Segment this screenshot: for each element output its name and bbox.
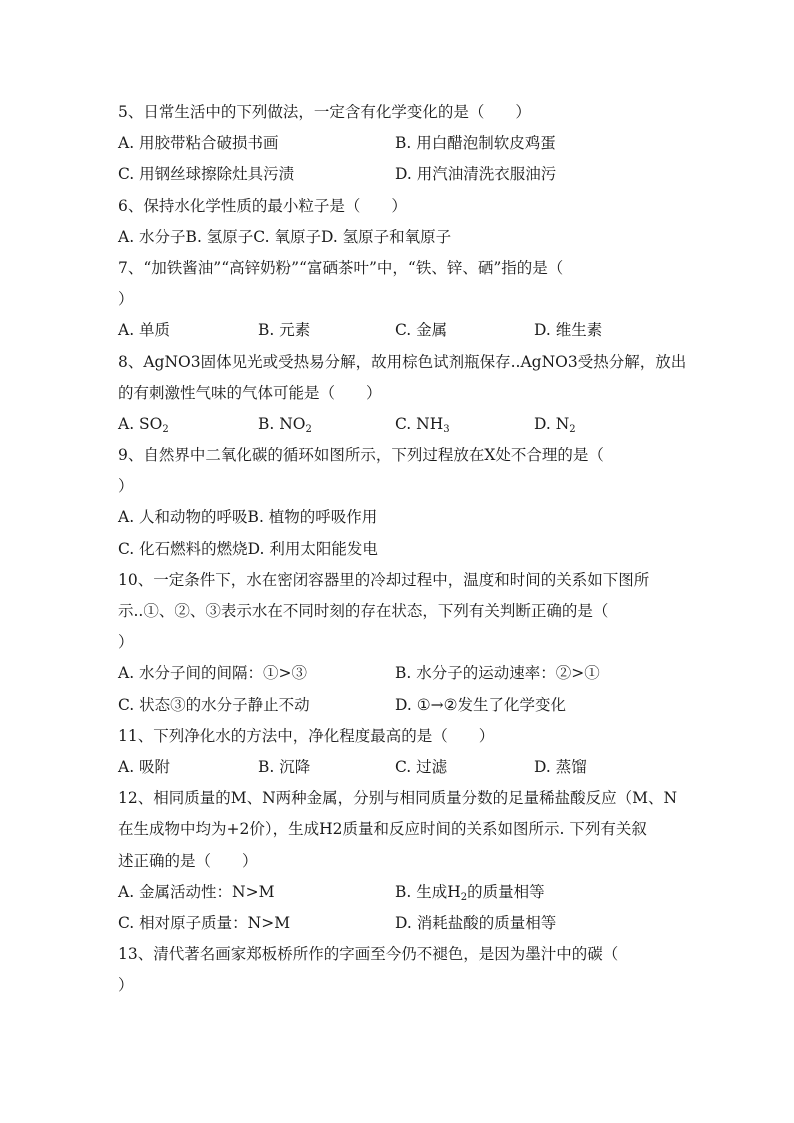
question-8-options bbox=[118, 409, 678, 440]
question-12-stem-line-1: 12、相同质量的M、N两种金属，分别与相同质量分数的足量稀盐酸反应（M、N bbox=[118, 789, 678, 808]
question-7-stem-line-2: ） bbox=[118, 290, 134, 309]
option-c: C. 金属 bbox=[395, 321, 448, 340]
option-b: B. 用白醋泡制软皮鸡蛋 bbox=[395, 134, 556, 153]
option-c: C. $NH_3$ bbox=[395, 414, 450, 435]
question-10-stem-line-2: 示..①、②、③表示水在不同时刻的存在状态，下列有关判断正确的是（ bbox=[118, 602, 609, 620]
option-b: B. $NO_2$ bbox=[258, 414, 312, 435]
question-12-options-row-2 bbox=[118, 908, 678, 939]
question-11-options bbox=[118, 752, 678, 783]
question-10-stem-line-1: 10、一定条件下，水在密闭容器里的冷却过程中，温度和时间的关系如下图所 bbox=[118, 570, 650, 589]
option-c: C. 相对原子质量：N>M bbox=[118, 913, 291, 932]
question-9-options-line-2: C. 化石燃料的燃烧D. 利用太阳能发电 bbox=[118, 539, 378, 558]
option-a: A. 金属活动性：N>M bbox=[118, 882, 275, 901]
option-d: D. $N_2$ bbox=[534, 414, 576, 435]
option-c: C. 状态③的水分子静止不动 bbox=[118, 695, 310, 714]
question-list bbox=[118, 97, 687, 1001]
option-a: A. 水分子间的间隔：①>③ bbox=[118, 664, 308, 683]
option-d: D. 蒸馏 bbox=[534, 757, 587, 776]
question-6-stem: 6、保持水化学性质的最小粒子是（ ） bbox=[118, 196, 407, 215]
question-7-stem-line-1: 7、“加铁酱油”“高锌奶粉”“富硒茶叶”中，“铁、锌、硒”指的是（ bbox=[118, 258, 564, 277]
question-12-stem-line-3: 述正确的是（ ） bbox=[118, 851, 258, 870]
question-5-stem: 5、日常生活中的下列做法，一定含有化学变化的是（ ） bbox=[118, 103, 531, 121]
option-a: A. 单质 bbox=[118, 321, 171, 340]
question-5-options-row-2 bbox=[118, 159, 678, 190]
question-8-stem-line-1: 8、AgNO3固体见光或受热易分解，故用棕色试剂瓶保存..AgNO3受热分解，放出 bbox=[118, 352, 687, 371]
question-10-options-row-1 bbox=[118, 658, 678, 689]
option-b: B. 水分子的运动速率：②>① bbox=[395, 664, 600, 683]
option-c: C. 过滤 bbox=[395, 757, 448, 776]
option-d: D. 用汽油清洗衣服油污 bbox=[395, 165, 557, 184]
question-8-stem-line-2: 的有刺激性气味的气体可能是（ ） bbox=[118, 383, 382, 402]
question-13-stem-line-1: 13、清代著名画家郑板桥所作的字画至今仍不褪色，是因为墨汁中的碳（ bbox=[118, 945, 619, 964]
question-10-options-row-2 bbox=[118, 690, 678, 721]
question-11-stem: 11、下列净化水的方法中，净化程度最高的是（ ） bbox=[118, 726, 495, 745]
question-7-options bbox=[118, 315, 678, 346]
question-9-stem-line-2: ） bbox=[118, 477, 134, 496]
option-a: A. $SO_2$ bbox=[118, 414, 169, 435]
option-a: A. 吸附 bbox=[118, 757, 171, 776]
option-d: D. 消耗盐酸的质量相等 bbox=[395, 913, 557, 932]
question-6-options: A. 水分子B. 氢原子C. 氧原子D. 氢原子和氧原子 bbox=[118, 227, 452, 246]
question-9-options-line-1: A. 人和动物的呼吸B. 植物的呼吸作用 bbox=[118, 508, 378, 527]
option-b: B. 生成$H_2$的质量相等 bbox=[395, 882, 545, 903]
option-b: B. 元素 bbox=[258, 321, 311, 340]
question-12-stem-line-2: 在生成物中均为+2价），生成H2质量和反应时间的关系如图所示. 下列有关叙 bbox=[118, 820, 647, 839]
question-9-stem-line-1: 9、自然界中二氧化碳的循环如图所示，下列过程放在X处不合理的是（ bbox=[118, 446, 604, 465]
option-d: D. ①→②发生了化学变化 bbox=[395, 695, 567, 714]
question-13-stem-line-2: ） bbox=[118, 976, 134, 995]
question-10-stem-line-3: ） bbox=[118, 633, 134, 652]
option-b: B. 沉降 bbox=[258, 757, 311, 776]
option-c: C. 用钢丝球擦除灶具污渍 bbox=[118, 165, 295, 184]
option-a: A. 用胶带粘合破损书画 bbox=[118, 134, 279, 153]
question-5-options-row-1 bbox=[118, 128, 678, 159]
option-d: D. 维生素 bbox=[534, 321, 603, 340]
question-12-options-row-1 bbox=[118, 877, 678, 908]
